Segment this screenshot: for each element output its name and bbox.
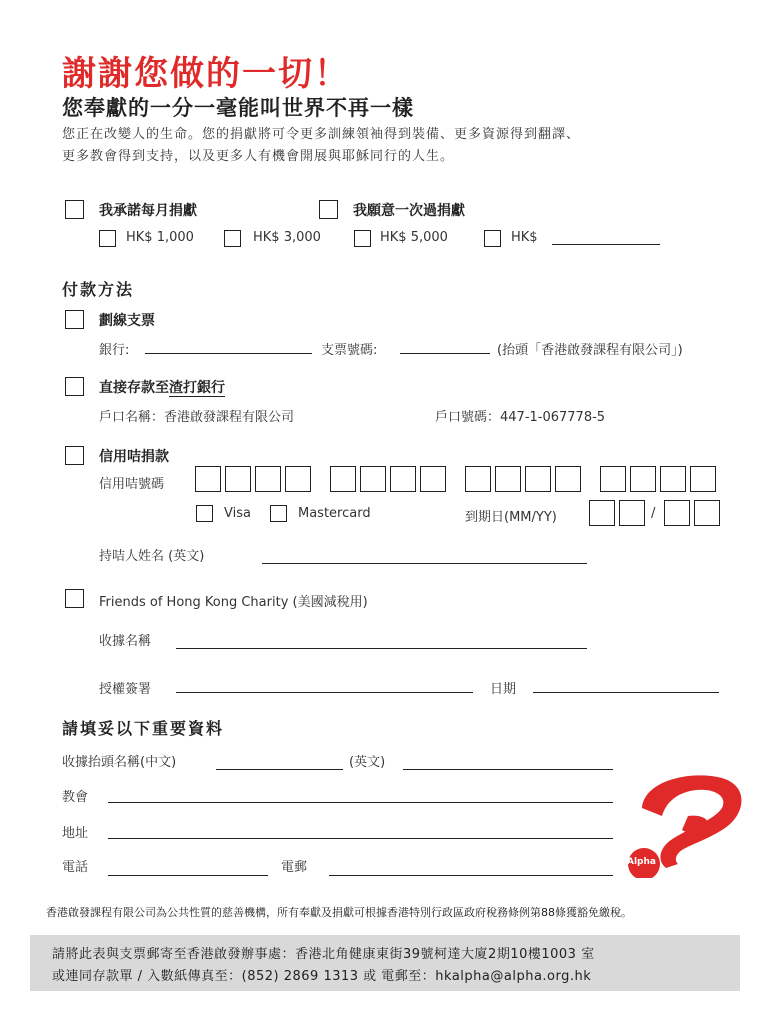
payment-section-title: 付款方法 [62,280,135,299]
signature-label: 授權簽署 [99,682,152,697]
amount-1000-label: HK$ 1,000 [126,230,194,245]
amount-other-checkbox[interactable] [484,230,501,247]
payee-note: (抬頭「香港啟發課程有限公司」) [497,343,683,358]
page-title: 謝謝您做的一切！ [62,54,350,94]
card-digit-box[interactable] [225,466,251,492]
transfer-label-prefix: 直接存款至 [99,380,169,396]
receipt-name-label: 收據名稱 [99,634,152,649]
email-label: 電郵 [281,860,308,875]
transfer-bank-name: 渣打銀行 [169,380,225,396]
receipt-cn-label: 收據抬頭名稱(中文) [62,755,177,770]
phone-input-line[interactable] [108,875,268,876]
oneoff-label: 我願意一次過捐獻 [353,203,465,219]
mailing-info-bar [30,935,740,991]
card-digit-box[interactable] [600,466,626,492]
amount-3000-checkbox[interactable] [224,230,241,247]
amount-5000-checkbox[interactable] [354,230,371,247]
card-digit-box[interactable] [630,466,656,492]
mailing-line-2: 或連同存款單 / 入數紙傳真至：(852) 2869 1313 或 電郵至：hkalpha@alpha.org.hk [52,969,592,984]
receipt-name-input-line[interactable] [176,648,587,649]
address-input-line[interactable] [108,838,613,839]
card-digit-box[interactable] [360,466,386,492]
oneoff-checkbox[interactable] [319,200,338,219]
expiry-month-box[interactable] [619,500,645,526]
alpha-logo [622,768,752,878]
amount-3000-label: HK$ 3,000 [253,230,321,245]
page-subtitle: 您奉獻的一分一毫能叫世界不再一樣 [62,96,414,120]
expiry-label: 到期日(MM/YY) [465,510,557,525]
expiry-year-box[interactable] [694,500,720,526]
bank-input-line[interactable] [145,353,312,354]
signature-input-line[interactable] [176,692,473,693]
church-input-line[interactable] [108,802,613,803]
receipt-en-label: (英文) [349,755,386,770]
cardholder-input-line[interactable] [262,563,587,564]
amount-1000-checkbox[interactable] [99,230,116,247]
amount-other-label: HK$ [511,230,538,245]
charity-checkbox[interactable] [65,589,84,608]
email-input-line[interactable] [329,875,613,876]
monthly-checkbox[interactable] [65,200,84,219]
card-number-label: 信用咭號碼 [99,477,165,492]
card-digit-box[interactable] [255,466,281,492]
account-name: 戶口名稱：香港啟發課程有限公司 [99,410,295,425]
amount-other-input-line[interactable] [552,244,660,245]
cheque-label: 劃線支票 [99,313,155,329]
card-digit-box[interactable] [660,466,686,492]
card-digit-box[interactable] [390,466,416,492]
date-input-line[interactable] [533,692,719,693]
card-digit-box[interactable] [420,466,446,492]
card-digit-box[interactable] [525,466,551,492]
visa-label: Visa [224,506,251,521]
card-label: 信用咭捐款 [99,449,169,465]
receipt-cn-input-line[interactable] [216,769,343,770]
mailing-line-1: 請將此表與支票郵寄至香港啟發辦事處：香港北角健康東街39號柯達大廈2期10樓1003 室 [52,947,595,962]
date-label: 日期 [490,682,517,697]
account-number: 戶口號碼：447-1-067778-5 [435,410,606,425]
details-section-title: 請填妥以下重要資料 [62,719,225,738]
mastercard-label: Mastercard [298,506,371,521]
cardholder-label: 持咭人姓名 (英文) [99,549,205,564]
transfer-checkbox[interactable] [65,377,84,396]
card-digit-box[interactable] [555,466,581,492]
card-digit-box[interactable] [195,466,221,492]
card-digit-box[interactable] [285,466,311,492]
card-digit-box[interactable] [330,466,356,492]
bank-label: 銀行: [99,343,130,358]
card-digit-box[interactable] [495,466,521,492]
charity-label: Friends of Hong Kong Charity (美國減稅用) [99,595,368,610]
card-digit-box[interactable] [690,466,716,492]
intro-line-1: 您正在改變人的生命。您的捐獻將可令更多訓練領袖得到裝備、更多資源得到翻譯、 [62,127,581,142]
cheque-checkbox[interactable] [65,310,84,329]
expiry-month-box[interactable] [589,500,615,526]
mastercard-checkbox[interactable] [270,505,287,522]
church-label: 教會 [62,790,89,805]
expiry-year-box[interactable] [664,500,690,526]
card-digit-box[interactable] [465,466,491,492]
alpha-logo-text: Alpha [627,857,656,867]
monthly-label: 我承諾每月捐獻 [99,203,197,219]
cheque-no-input-line[interactable] [400,353,490,354]
tax-note: 香港啟發課程有限公司為公共性質的慈善機構，所有奉獻及捐獻可根據香港特別行政區政府稅務條例第88條獲豁免繳稅。 [46,906,632,919]
cheque-no-label: 支票號碼: [321,343,378,358]
receipt-en-input-line[interactable] [403,769,613,770]
intro-line-2: 更多教會得到支持，以及更多人有機會開展與耶穌同行的人生。 [62,149,455,164]
intro-text [62,124,702,168]
transfer-label [99,377,225,397]
visa-checkbox[interactable] [196,505,213,522]
amount-5000-label: HK$ 5,000 [380,230,448,245]
expiry-separator: / [651,506,656,521]
card-checkbox[interactable] [65,446,84,465]
address-label: 地址 [62,826,89,841]
phone-label: 電話 [62,860,89,875]
